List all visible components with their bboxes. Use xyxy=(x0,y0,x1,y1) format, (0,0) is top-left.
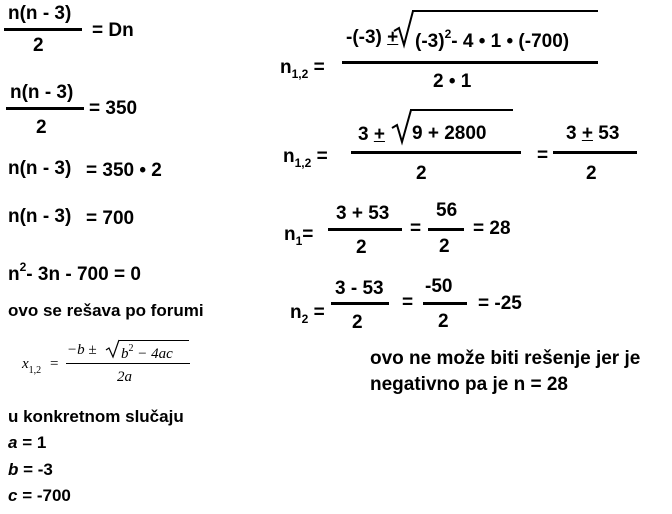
formula-sqrt-symbol xyxy=(105,339,121,359)
r1-fraction-bar xyxy=(342,61,598,64)
formula-radicand: $b^2 - 4ac$ xyxy=(121,343,173,362)
r2-numerator-prefix: 3 + xyxy=(358,124,385,145)
r4-equals-2: = xyxy=(402,292,414,313)
r3-numerator: 3 + 53 xyxy=(336,203,390,224)
conclusion-line-1: ovo ne može biti rešenje jer je xyxy=(370,348,641,369)
r1-sqrt-bar xyxy=(412,10,598,12)
formula-sqrt-bar xyxy=(119,340,189,341)
r2-fraction-bar xyxy=(351,151,521,154)
r4-fraction-bar xyxy=(331,302,389,305)
formula-lhs: $x_{1,2}$ xyxy=(22,356,42,376)
formula-fraction-bar xyxy=(66,363,190,364)
r4-fraction-bar-2 xyxy=(423,302,467,305)
eq1-fraction-bar xyxy=(4,28,82,31)
r4-denominator: 2 xyxy=(352,312,363,333)
eq3-rhs: = 350 • 2 xyxy=(86,160,162,181)
r2-sqrt-bar xyxy=(410,109,513,111)
r3-fraction-bar xyxy=(328,228,402,231)
r4-denominator-2: 2 xyxy=(438,311,449,332)
r3-denominator-2: 2 xyxy=(439,236,450,257)
r3-lhs: $n_1=$ xyxy=(284,224,314,248)
eq5-quadratic: $n^2-$ 3n - 700 = 0 xyxy=(8,260,141,285)
r2-radicand: 9 + 2800 xyxy=(412,123,487,144)
conclusion-line-2: negativno pa je n = 28 xyxy=(370,374,568,395)
eq1-denominator: 2 xyxy=(33,35,44,56)
r3-result: = 28 xyxy=(473,218,511,239)
eq2-rhs: = 350 xyxy=(89,98,138,119)
eq4-lhs: n(n - 3) xyxy=(8,206,72,227)
r1-denominator: 2 • 1 xyxy=(433,71,472,92)
eq4-rhs: = 700 xyxy=(86,208,135,229)
r3-numerator-2: 56 xyxy=(436,200,458,221)
r4-numerator: 3 - 53 xyxy=(335,278,384,299)
eq2-denominator: 2 xyxy=(36,117,47,138)
r1-numerator-prefix: -(-3) + xyxy=(346,27,399,48)
concrete-text: u konkretnom slučaju xyxy=(8,407,184,426)
coeff-b: b = -3 xyxy=(8,460,53,479)
formula-numerator-prefix: −b ± xyxy=(67,342,97,358)
r2-numerator-2: 3 + 53 xyxy=(566,123,620,144)
r4-numerator-2: -50 xyxy=(425,276,453,297)
eq1-numerator: n(n - 3) xyxy=(8,3,72,24)
eq3-lhs: n(n - 3) xyxy=(8,158,72,179)
r2-equals-2: = xyxy=(537,145,549,166)
coeff-c: c = -700 xyxy=(8,486,71,505)
r4-lhs: $n_2$ = xyxy=(290,302,325,326)
r3-fraction-bar-2 xyxy=(428,228,464,231)
r4-result: = -25 xyxy=(478,293,522,314)
eq1-rhs: = Dn xyxy=(92,20,134,41)
r1-sqrt-symbol xyxy=(393,9,415,49)
eq2-fraction-bar xyxy=(6,107,84,110)
method-text: ovo se rešava po forumi xyxy=(8,301,204,320)
coeff-a: a = 1 xyxy=(8,433,47,452)
eq2-numerator: n(n - 3) xyxy=(10,82,74,103)
formula-equals: = xyxy=(50,356,59,372)
r2-sqrt-symbol xyxy=(391,108,413,146)
r2-fraction-bar-2 xyxy=(553,151,637,154)
r3-equals-2: = xyxy=(410,218,422,239)
r2-denominator-2: 2 xyxy=(586,163,597,184)
r2-lhs: $n_{1,2}$ = xyxy=(283,146,328,170)
formula-denominator: 2a xyxy=(117,369,132,385)
r1-radicand: $(-3)^2-$ 4 • 1 • (-700) xyxy=(415,27,570,52)
r1-lhs: $n_{1,2}$ = xyxy=(280,57,325,81)
r3-denominator: 2 xyxy=(356,237,367,258)
r2-denominator: 2 xyxy=(416,163,427,184)
